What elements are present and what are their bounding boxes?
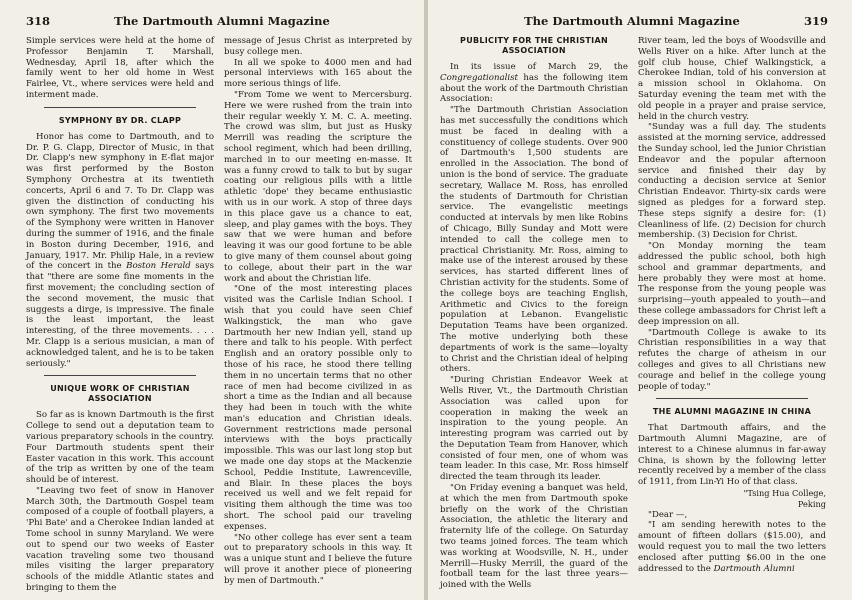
paragraph: "The Dartmouth Christian Association has met successfully the conditions which must be faced in dealing with a constituency of college students. Over 900 of Dartmouth's 1,500 students are enrolled in the Association. The bond of union is the bond of service. The graduate secretary, Wallace M. Ross, has enrolled the students of Dartmouth for Christian service. The evangelistic meetings conducted at intervals by men like Robins of Chicago, Billy Sunday and Mott were intended to call the college men to practical Christianity. Mr. Ross, aiming to make use of the interest aroused by these services, has started different lines of Christian activity for the students. Some of the college boys are teaching English, Arithmetic and Civics to the foreign population at Lebanon. Evangelistic Deputation Teams have been organized. The motive underlying both these departments of work is the same—loyalty to Christ and the Christian ideal of helping others. xyxy=(440,105,628,375)
divider xyxy=(44,375,196,376)
paragraph: River team, led the boys of Woodsville and Wells River on a hike. After lunch at the golf club house, Chief Walkingstick, a Cherokee Indian, told of his conversion at a mission school in Oklahoma. On Saturday evening the team met with the old people in a prayer and praise service, held in the church vestry. xyxy=(638,36,826,122)
paragraph: "No other college has ever sent a team out to preparatory schools in this way. It was a unique stunt and I believe the future will prove it another piece of pioneering by men of Dartmouth." xyxy=(224,532,412,586)
heading-symphony: SYMPHONY BY DR. CLAPP xyxy=(58,115,182,125)
left-page-header xyxy=(26,14,414,32)
left-column-1 xyxy=(26,36,214,594)
right-page-number: 319 xyxy=(803,14,828,28)
paragraph: "I am sending herewith notes to the amount of fifteen dollars ($15.00), and would request you to mail the two letters enclosed after putting $6.00 in the one addressed to the Dartmouth Alumni xyxy=(638,520,826,574)
paragraph: "From Tome we went to Mercersburg. Here we were rushed from the train into their regular weekly Y. M. C. A. meeting. The crowd was slim, but just as Husky Merrill was reading the scripture the school regiment, which had been drilling, marched in to our meeting en-masse. It was a funny crowd to talk to but by sugar coating our religious pills with a little athletic 'dope' they became enthusiastic with us in our work. A stop of three days in this place gave us a chance to eat, sleep, and play games with the boys. They saw that we were human and before leaving it was our good fortune to be able to give many of them counsel about going to college, about their part in the war work and about the Christian life. xyxy=(224,89,412,284)
paragraph: Simple services were held at the home of Professor Benjamin T. Marshall, Wednesday, April 18, after which the family went to her old home in West Fairlee, Vt., where services were held and interment made. xyxy=(26,36,214,100)
right-page-header xyxy=(440,14,828,32)
paragraph: "During Christian Endeavor Week at Wells River, Vt., the Dartmouth Christian Association was called upon for cooperation in making the week an inspiration to the young people. An interesting program was carried out by the Deputation Team from Hanover, which consisted of four men, one of whom was team leader. In this case, Mr. Ross himself directed the team through its leader. xyxy=(440,375,628,483)
right-columns xyxy=(440,36,828,591)
paragraph: "Sunday was a full day. The students assisted at the morning service, addressed the Sunday school, led the Junior Christian Endeavor and the popular afternoon service and finished their day by conducting a decision service at Senior Christian Endeavor. Thirty-six cards were signed as pledges for a forward step. These steps signify a desire for: (1) Cleanliness of life. (2) Decision for church membership. (3) Decision for Christ. xyxy=(638,122,826,241)
paragraph: That Dartmouth affairs, and the Dartmouth Alumni Magazine, are of interest to a Chinese alumnus in far-away China, is shown by the following letter recently received by a member of the class of 1911, from Lin-Yi Ho of that class. xyxy=(638,423,826,488)
divider xyxy=(656,398,808,399)
left-page-number: 318 xyxy=(26,14,51,28)
paragraph: "Leaving two feet of snow in Hanover March 30th, the Dartmouth Gospel team composed of a couple of football players, a 'Phi Bate' and a Cherokee Indian landed at Tome school in sunny Maryland. We were out to spend our two weeks of Easter vacation traveling some two thousand miles visiting the larger preparatory schools of the middle Atlantic states and bringing to them the xyxy=(26,485,214,594)
paragraph: In all we spoke to 4000 men and had personal interviews with 165 about the more serious things of life. xyxy=(224,57,412,90)
heading-publicity: PUBLICITY FOR THE CHRISTIAN ASSOCIATION xyxy=(460,36,608,55)
heading-china: THE ALUMNI MAGAZINE IN CHINA xyxy=(652,407,812,417)
paragraph: So far as is known Dartmouth is the first College to send out a deputation team to various preparatory schools in the country. Four Dartmouth students spent their Easter vacation in this work. This account of the trip as written by one of the team should be of interest. xyxy=(26,410,214,486)
left-columns xyxy=(26,36,414,594)
right-page xyxy=(428,0,852,600)
paragraph: "One of the most interesting places visited was the Carlisle Indian School. I wish that you could have seen Chief Walkingstick, the man who gave Dartmouth her new Indian yell, stand up there and talk to his people. With perfect English and an oratory possible only to those of his race, he stood there telling them in no uncertain terms that no other race of men had become civilized in as short a time as the Indian and all because they had been in touch with the white man's education and Christian ideals. Government restrictions made personal interviews with the boys practically impossible. This was our last long stop but we made one day stops at the Mackenzie School, Peddie Institute, Lawrenceville, and Blair. In these places the boys received us well and we felt repaid for visiting them although the time was too short. The school paid our traveling expenses. xyxy=(224,284,412,532)
right-running-title: The Dartmouth Alumni Magazine xyxy=(524,14,740,28)
paragraph: Honor has come to Dartmouth, and to Dr. P. G. Clapp, Director of Music, in that Dr. Clapp's new symphony in E-flat major was first performed by the Boston Symphony Orchestra at its twentieth concerts, April 6 and 7. To Dr. Clapp was given the distinction of conducting his own symphony. The first two movements of the Symphony were written in Hanover during the summer of 1916, and the finale in Boston during December, 1916, and January, 1917. Mr. Philip Hale, in a review of the concert in the Boston Herald says that "there are some fine moments in the first movement; the concluding section of the second movement, the music that suggests a dirge, is impressive. The finale is the least important, the least interesting, of the three movements. . . . Mr. Clapp is a serious musician, a man of acknowledged talent, and he is to be taken seriously." xyxy=(26,131,214,369)
italic-title: Boston Herald xyxy=(126,261,191,272)
paragraph: message of Jesus Christ as interpreted by busy college men. xyxy=(224,36,412,57)
letter-address-line-1: "Tsing Hua College, xyxy=(743,488,826,499)
paragraph: "On Monday morning the team addressed the public school, both high school and grammar departments, and here probably they were most at home. The response from the young people was surprising—youth appealed to youth—and these college ambassadors for Christ left a deep impression on all. xyxy=(638,241,826,327)
right-column-2 xyxy=(638,36,826,591)
left-column-2 xyxy=(224,36,412,594)
paragraph: In its issue of March 29, the Congregationalist has the following item about the work of the Dartmouth Christian Association: xyxy=(440,62,628,105)
letter-salutation: "Dear —, xyxy=(648,509,688,520)
italic-title: Dartmouth Alumni xyxy=(713,563,795,574)
divider xyxy=(44,107,196,108)
italic-title: Congregationalist xyxy=(440,72,518,83)
left-running-title: The Dartmouth Alumni Magazine xyxy=(114,14,330,28)
letter-address-line-2: Peking xyxy=(797,498,826,509)
left-page xyxy=(0,0,424,600)
paragraph: "Dartmouth College is awake to its Christian responsibilities in a way that refutes the charge of atheism in our colleges and gives to all Christians new courage and belief in the college young people of today." xyxy=(638,327,826,392)
right-column-1 xyxy=(440,36,628,591)
heading-unique-work: UNIQUE WORK OF CHRISTIAN ASSOCIATION xyxy=(50,384,190,404)
paragraph: "On Friday evening a banquet was held, at which the men from Dartmouth spoke briefly on the work of the Christian Association, the athletic the literary and fraternity life of the college. On Saturday two teams joined forces. The team which was working at Woodsville, N. H., under Merrill—Husky Merrill, the guard of the football team for the last three years—joined with the Wells xyxy=(440,483,628,591)
